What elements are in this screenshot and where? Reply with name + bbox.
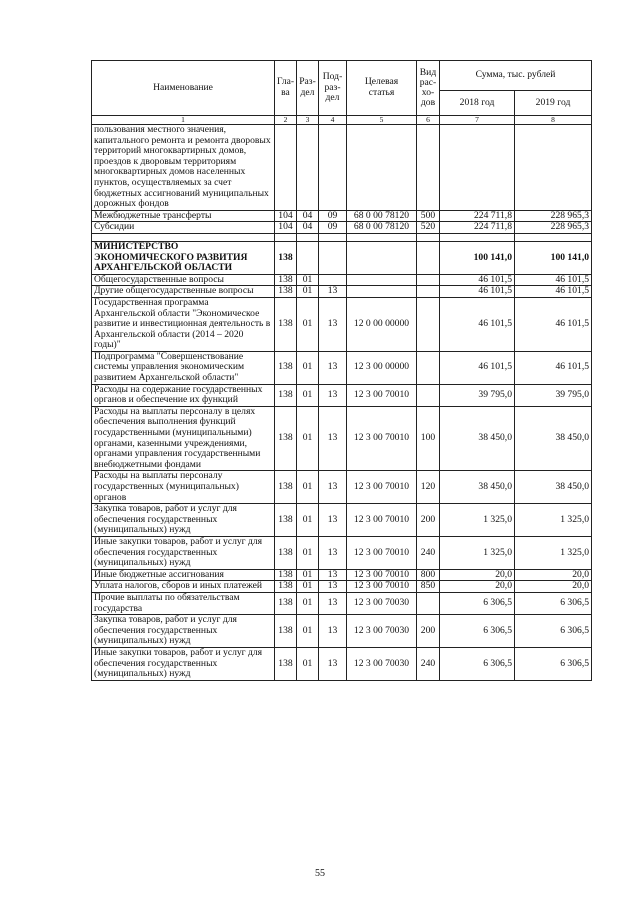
cell-razdel: 01 <box>297 569 319 581</box>
cell-podrazdel: 13 <box>319 536 347 569</box>
cell-podrazdel: 13 <box>319 581 347 593</box>
cell-sum-2018: 6 306,5 <box>440 615 515 648</box>
cell-sum-2019: 100 141,0 <box>515 241 592 274</box>
table-row <box>92 351 592 384</box>
cell-sum-2019: 20,0 <box>515 581 592 593</box>
cell-glava: 138 <box>275 274 297 286</box>
cell-name: Расходы на содержание государственных органов и обеспечение их функций <box>92 384 275 406</box>
cell-sum-2019: 228 965,3 <box>515 210 592 222</box>
cell-sum-2018: 1 325,0 <box>440 536 515 569</box>
table-row <box>92 592 592 614</box>
cell-sum-2018: 224 711,8 <box>440 210 515 222</box>
cell-celevaya <box>347 125 417 211</box>
cell-glava: 138 <box>275 536 297 569</box>
cell-sum-2019: 20,0 <box>515 569 592 581</box>
cell-podrazdel: 13 <box>319 406 347 471</box>
cell-razdel: 01 <box>297 406 319 471</box>
table-row <box>92 297 592 351</box>
cell-glava: 104 <box>275 222 297 234</box>
column-number: 3 <box>297 116 319 125</box>
cell-name: Уплата налогов, сборов и иных платежей <box>92 581 275 593</box>
column-number: 7 <box>440 116 515 125</box>
cell-razdel: 01 <box>297 615 319 648</box>
cell-celevaya: 12 3 00 70010 <box>347 406 417 471</box>
spacer-cell <box>347 233 417 241</box>
cell-celevaya: 12 0 00 00000 <box>347 297 417 351</box>
cell-sum-2019: 46 101,5 <box>515 274 592 286</box>
header-razdel: Раз- дел <box>297 61 319 116</box>
cell-razdel: 01 <box>297 351 319 384</box>
document-page <box>91 60 591 681</box>
cell-sum-2018: 20,0 <box>440 581 515 593</box>
cell-vid: 100 <box>417 406 440 471</box>
cell-sum-2018: 46 101,5 <box>440 286 515 298</box>
header-2018: 2018 год <box>440 91 515 116</box>
cell-vid: 240 <box>417 647 440 680</box>
cell-vid: 240 <box>417 536 440 569</box>
page-number: 55 <box>315 868 325 879</box>
cell-sum-2019: 6 306,5 <box>515 592 592 614</box>
cell-sum-2019: 46 101,5 <box>515 286 592 298</box>
table-row <box>92 581 592 593</box>
cell-sum-2019: 6 306,5 <box>515 615 592 648</box>
table-row <box>92 241 592 274</box>
table-row <box>92 125 592 211</box>
cell-celevaya: 12 3 00 00000 <box>347 351 417 384</box>
cell-glava: 104 <box>275 210 297 222</box>
column-number: 6 <box>417 116 440 125</box>
cell-glava: 138 <box>275 384 297 406</box>
cell-razdel: 01 <box>297 384 319 406</box>
header-glava: Гла- ва <box>275 61 297 116</box>
cell-podrazdel <box>319 125 347 211</box>
table-row <box>92 274 592 286</box>
table-row <box>92 222 592 234</box>
cell-razdel: 01 <box>297 536 319 569</box>
cell-podrazdel: 13 <box>319 471 347 504</box>
header-summa: Сумма, тыс. рублей <box>440 61 592 91</box>
cell-sum-2019: 6 306,5 <box>515 647 592 680</box>
cell-razdel: 01 <box>297 471 319 504</box>
cell-glava: 138 <box>275 592 297 614</box>
cell-glava: 138 <box>275 647 297 680</box>
cell-celevaya: 68 0 00 78120 <box>347 210 417 222</box>
cell-celevaya <box>347 241 417 274</box>
cell-sum-2018: 46 101,5 <box>440 274 515 286</box>
cell-celevaya: 12 3 00 70030 <box>347 615 417 648</box>
cell-podrazdel: 09 <box>319 210 347 222</box>
cell-sum-2018: 46 101,5 <box>440 351 515 384</box>
cell-glava <box>275 125 297 211</box>
table-row <box>92 210 592 222</box>
cell-name: Иные закупки товаров, работ и услуг для обеспечения государственных (муниципальных) нужд <box>92 647 275 680</box>
table-row <box>92 647 592 680</box>
cell-razdel <box>297 125 319 211</box>
spacer-cell <box>319 233 347 241</box>
cell-glava: 138 <box>275 581 297 593</box>
cell-name: Закупка товаров, работ и услуг для обеспечения государственных (муниципальных) нужд <box>92 615 275 648</box>
cell-sum-2018: 100 141,0 <box>440 241 515 274</box>
cell-name: МИНИСТЕРСТВО ЭКОНОМИЧЕСКОГО РАЗВИТИЯ АРХАНГЕЛЬСКОЙ ОБЛАСТИ <box>92 241 275 274</box>
cell-name: Другие общегосударственные вопросы <box>92 286 275 298</box>
cell-sum-2019: 1 325,0 <box>515 504 592 537</box>
cell-glava: 138 <box>275 471 297 504</box>
cell-podrazdel: 13 <box>319 351 347 384</box>
cell-celevaya: 12 3 00 70030 <box>347 592 417 614</box>
budget-table <box>91 60 592 681</box>
cell-name: Иные закупки товаров, работ и услуг для обеспечения государственных (муниципальных) нужд <box>92 536 275 569</box>
cell-sum-2018: 39 795,0 <box>440 384 515 406</box>
cell-sum-2018: 6 306,5 <box>440 592 515 614</box>
cell-vid <box>417 384 440 406</box>
cell-sum-2018 <box>440 125 515 211</box>
column-number: 2 <box>275 116 297 125</box>
table-row <box>92 569 592 581</box>
cell-vid: 800 <box>417 569 440 581</box>
cell-name: Государственная программа Архангельской области "Экономическое развитие и инвестиционная деятельность в Архангельской области (2014 – 2020 годы)" <box>92 297 275 351</box>
column-number: 1 <box>92 116 275 125</box>
header-2019: 2019 год <box>515 91 592 116</box>
cell-glava: 138 <box>275 351 297 384</box>
cell-name: Расходы на выплаты персоналу в целях обеспечения выполнения функций государственными (муниципальными) органами, казенными учреждениями, органами управления государственными внебюджетными фондами <box>92 406 275 471</box>
cell-podrazdel <box>319 241 347 274</box>
cell-celevaya: 12 3 00 70010 <box>347 536 417 569</box>
cell-celevaya: 68 0 00 78120 <box>347 222 417 234</box>
cell-vid: 120 <box>417 471 440 504</box>
table-body <box>92 125 592 681</box>
cell-vid <box>417 274 440 286</box>
cell-podrazdel: 13 <box>319 297 347 351</box>
cell-name: Общегосударственные вопросы <box>92 274 275 286</box>
table-row <box>92 406 592 471</box>
cell-celevaya: 12 3 00 70010 <box>347 471 417 504</box>
cell-sum-2019: 228 965,3 <box>515 222 592 234</box>
cell-razdel: 01 <box>297 504 319 537</box>
header-vid: Вид рас- хо- дов <box>417 61 440 116</box>
cell-razdel: 04 <box>297 210 319 222</box>
cell-sum-2019: 1 325,0 <box>515 536 592 569</box>
cell-sum-2018: 38 450,0 <box>440 471 515 504</box>
cell-celevaya: 12 3 00 70010 <box>347 504 417 537</box>
cell-name: Субсидии <box>92 222 275 234</box>
cell-name: Межбюджетные трансферты <box>92 210 275 222</box>
cell-celevaya: 12 3 00 70010 <box>347 581 417 593</box>
cell-celevaya <box>347 286 417 298</box>
cell-razdel: 04 <box>297 222 319 234</box>
cell-vid <box>417 592 440 614</box>
cell-sum-2019 <box>515 125 592 211</box>
cell-sum-2018: 224 711,8 <box>440 222 515 234</box>
cell-vid: 500 <box>417 210 440 222</box>
cell-sum-2018: 46 101,5 <box>440 297 515 351</box>
table-row <box>92 286 592 298</box>
cell-razdel: 01 <box>297 581 319 593</box>
column-number: 5 <box>347 116 417 125</box>
cell-name: Иные бюджетные ассигнования <box>92 569 275 581</box>
cell-razdel <box>297 241 319 274</box>
cell-celevaya: 12 3 00 70030 <box>347 647 417 680</box>
table-row <box>92 536 592 569</box>
header-celevaya: Целевая статья <box>347 61 417 116</box>
spacer-cell <box>417 233 440 241</box>
table-row <box>92 504 592 537</box>
cell-sum-2019: 38 450,0 <box>515 406 592 471</box>
cell-podrazdel: 09 <box>319 222 347 234</box>
cell-razdel: 01 <box>297 274 319 286</box>
cell-glava: 138 <box>275 504 297 537</box>
cell-vid <box>417 351 440 384</box>
cell-celevaya <box>347 274 417 286</box>
cell-sum-2018: 6 306,5 <box>440 647 515 680</box>
cell-vid <box>417 286 440 298</box>
cell-name: пользования местного значения, капитального ремонта и ремонта дворовых территорий многоквартирных домов, проездов к дворовым территориям многоквартирных домов населенных пунктов, осуществляемых за счет бюджетных ассигнований муниципальных дорожных фондов <box>92 125 275 211</box>
cell-podrazdel <box>319 274 347 286</box>
cell-glava: 138 <box>275 615 297 648</box>
cell-vid <box>417 241 440 274</box>
cell-glava: 138 <box>275 241 297 274</box>
cell-vid <box>417 125 440 211</box>
cell-podrazdel: 13 <box>319 592 347 614</box>
cell-razdel: 01 <box>297 286 319 298</box>
spacer-cell <box>515 233 592 241</box>
cell-podrazdel: 13 <box>319 647 347 680</box>
table-row <box>92 384 592 406</box>
cell-sum-2018: 20,0 <box>440 569 515 581</box>
table-row <box>92 615 592 648</box>
cell-vid: 200 <box>417 504 440 537</box>
cell-vid: 520 <box>417 222 440 234</box>
cell-vid: 200 <box>417 615 440 648</box>
cell-vid: 850 <box>417 581 440 593</box>
cell-sum-2019: 46 101,5 <box>515 297 592 351</box>
cell-vid <box>417 297 440 351</box>
spacer-cell <box>275 233 297 241</box>
cell-sum-2018: 1 325,0 <box>440 504 515 537</box>
cell-name: Прочие выплаты по обязательствам государства <box>92 592 275 614</box>
cell-razdel: 01 <box>297 592 319 614</box>
cell-glava: 138 <box>275 286 297 298</box>
cell-sum-2019: 38 450,0 <box>515 471 592 504</box>
cell-sum-2019: 39 795,0 <box>515 384 592 406</box>
cell-razdel: 01 <box>297 297 319 351</box>
cell-celevaya: 12 3 00 70010 <box>347 384 417 406</box>
header-podrazdel: Под- раз- дел <box>319 61 347 116</box>
cell-sum-2019: 46 101,5 <box>515 351 592 384</box>
spacer-cell <box>440 233 515 241</box>
column-number: 4 <box>319 116 347 125</box>
cell-sum-2018: 38 450,0 <box>440 406 515 471</box>
cell-podrazdel: 13 <box>319 384 347 406</box>
cell-name: Расходы на выплаты персоналу государственных (муниципальных) органов <box>92 471 275 504</box>
cell-razdel: 01 <box>297 647 319 680</box>
header-name: Наименование <box>92 61 275 116</box>
cell-glava: 138 <box>275 569 297 581</box>
cell-name: Закупка товаров, работ и услуг для обеспечения государственных (муниципальных) нужд <box>92 504 275 537</box>
cell-podrazdel: 13 <box>319 286 347 298</box>
cell-celevaya: 12 3 00 70010 <box>347 569 417 581</box>
column-number: 8 <box>515 116 592 125</box>
cell-podrazdel: 13 <box>319 569 347 581</box>
cell-podrazdel: 13 <box>319 615 347 648</box>
cell-podrazdel: 13 <box>319 504 347 537</box>
cell-glava: 138 <box>275 406 297 471</box>
spacer-cell <box>297 233 319 241</box>
table-row <box>92 471 592 504</box>
cell-glava: 138 <box>275 297 297 351</box>
cell-name: Подпрограмма "Совершенствование системы управления экономическим развитием Архангельской области" <box>92 351 275 384</box>
